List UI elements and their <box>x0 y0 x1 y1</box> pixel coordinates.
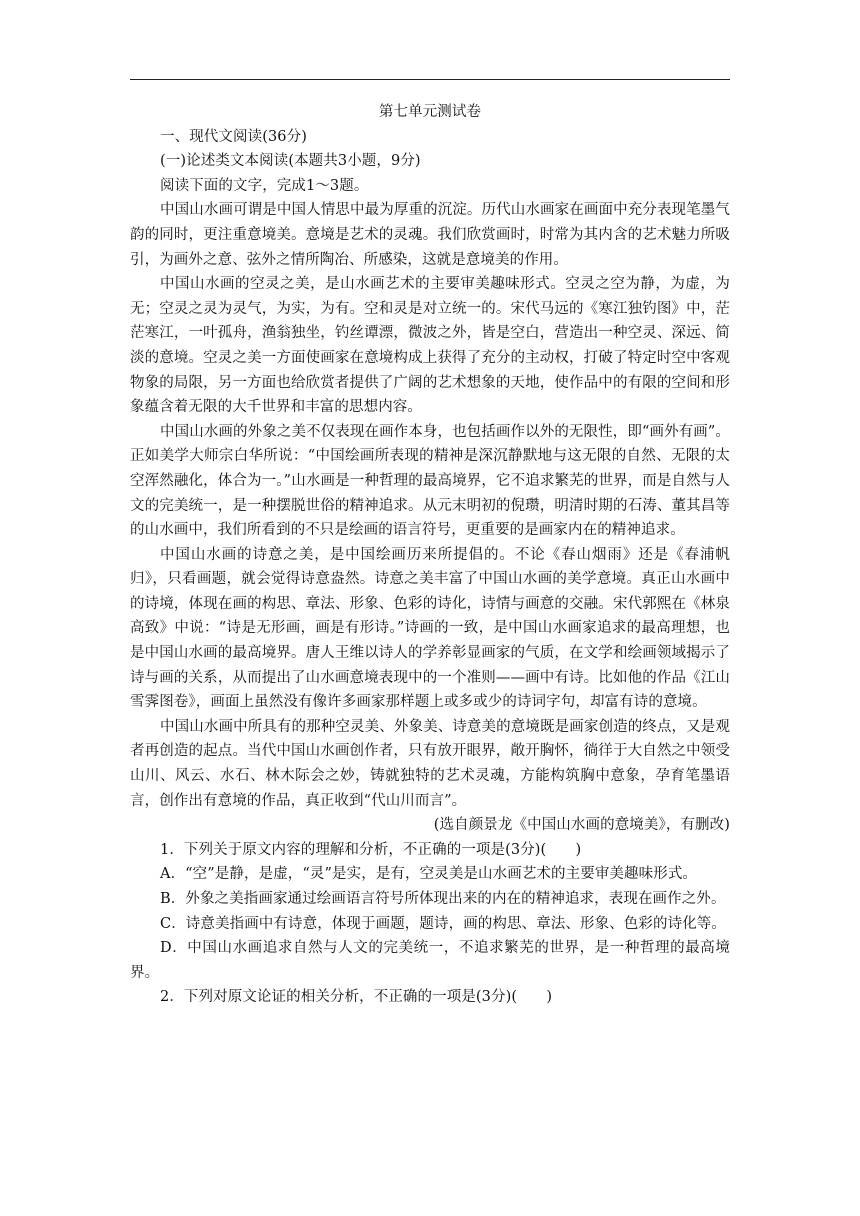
question-1-option-b: B．外象之美指画家通过绘画语言符号所体现出来的内在的精神追求，表现在画作之外。 <box>160 891 726 907</box>
document-body <box>130 100 730 1010</box>
section-heading: 一、现代文阅读(36分) <box>160 128 307 145</box>
passage-source: (选自颜景龙《中国山水画的意境美》，有删改) <box>433 817 730 834</box>
passage-paragraph-4: 中国山水画的诗意之美，是中国绘画历来所提倡的。不论《春山烟雨》还是《春浦帆归》，只看画题，就会觉得诗意盎然。诗意之美丰富了中国山水画的美学意境。真正山水画中的诗境，体现在画的构思、章法、形象、色彩的诗化，诗情与画意的交融。宋代郭熙在《林泉高致》中说：“诗是无形画，画是有形诗。”诗画的一致，是中国山水画家追求的最高理想，也是中国山水画的最高境界。唐人王维以诗人的学养彰显画家的气质，在文学和绘画领域揭示了诗与画的关系，从而提出了山水画意境表现中的一个准则——画中有诗。比如他的作品《江山雪霁图卷》，画面上虽然没有像许多画家那样题上或多或少的诗词字句，却富有诗的意境。 <box>130 546 730 711</box>
question-1-option-c: C．诗意美指画中有诗意，体现于画题，题诗，画的构思、章法、形象、色彩的诗化等。 <box>160 915 726 932</box>
question-1-option-a: A．“空”是静，是虚，“灵”是实，是有，空灵美是山水画艺术的主要审美趣味形式。 <box>160 866 698 883</box>
passage-paragraph-3: 中国山水画的外象之美不仅表现在画作本身，也包括画作以外的无限性，即“画外有画”。正如美学大师宗白华所说：“中国绘画所表现的精神是深沉静默地与这无限的自然、无限的太空浑然融化，体合为一。”山水画是一种哲理的最高境界，它不追求繁芜的世界，而是自然与人文的完美统一，是一种摆脱世俗的精神追求。从元末明初的倪瓒，明清时期的石涛、董其昌等的山水画中，我们所看到的不只是绘画的语言符号，更重要的是画家内在的精神追求。 <box>130 423 730 539</box>
passage-paragraph-1: 中国山水画可谓是中国人情思中最为厚重的沉淀。历代山水画家在画面中充分表现笔墨气韵的同时，更注重意境美。意境是艺术的灵魂。我们欣赏画时，时常为其内含的艺术魅力所吸引，为画外之意、弦外之情所陶冶、所感染，这就是意境美的作用。 <box>130 202 730 268</box>
passage-paragraph-2: 中国山水画的空灵之美，是山水画艺术的主要审美趣味形式。空灵之空为静，为虚，为无；空灵之灵为灵气，为实，为有。空和灵是对立统一的。宋代马远的《寒江独钓图》中，茫茫寒江，一叶孤舟，渔翁独坐，钓丝谭漂，微波之外，皆是空白，营造出一种空灵、深远、简淡的意境。空灵之美一方面使画家在意境构成上获得了充分的主动权，打破了特定时空中客观物象的局限，另一方面也给欣赏者提供了广阔的艺术想象的天地，使作品中的有限的空间和形象蕴含着无限的大千世界和丰富的思想内容。 <box>130 276 730 416</box>
document-title: 第七单元测试卷 <box>378 104 482 120</box>
passage-paragraph-5: 中国山水画中所具有的那种空灵美、外象美、诗意美的意境既是画家创造的终点，又是观者再创造的起点。当代中国山水画创作者，只有放开眼界，敞开胸怀，徜徉于大自然之中领受山川、风云、水石、林木际会之妙，铸就独特的艺术灵魂，方能构筑胸中意象，孕育笔墨语言，创作出有意境的作品，真正收到“代山川而言”。 <box>130 718 730 809</box>
reading-instruction: 阅读下面的文字，完成1～3题。 <box>160 177 369 194</box>
question-2: 2．下列对原文论证的相关分析，不正确的一项是(3分)( ) <box>160 989 553 1006</box>
subsection-heading: (一)论述类文本阅读(本题共3小题，9分) <box>160 153 421 170</box>
header-rule <box>130 79 730 80</box>
question-1-option-d: D．中国山水画追求自然与人文的完美统一，不追求繁芜的世界，是一种哲理的最高境界。 <box>130 940 730 981</box>
question-1: 1．下列关于原文内容的理解和分析，不正确的一项是(3分)( ) <box>160 841 582 858</box>
